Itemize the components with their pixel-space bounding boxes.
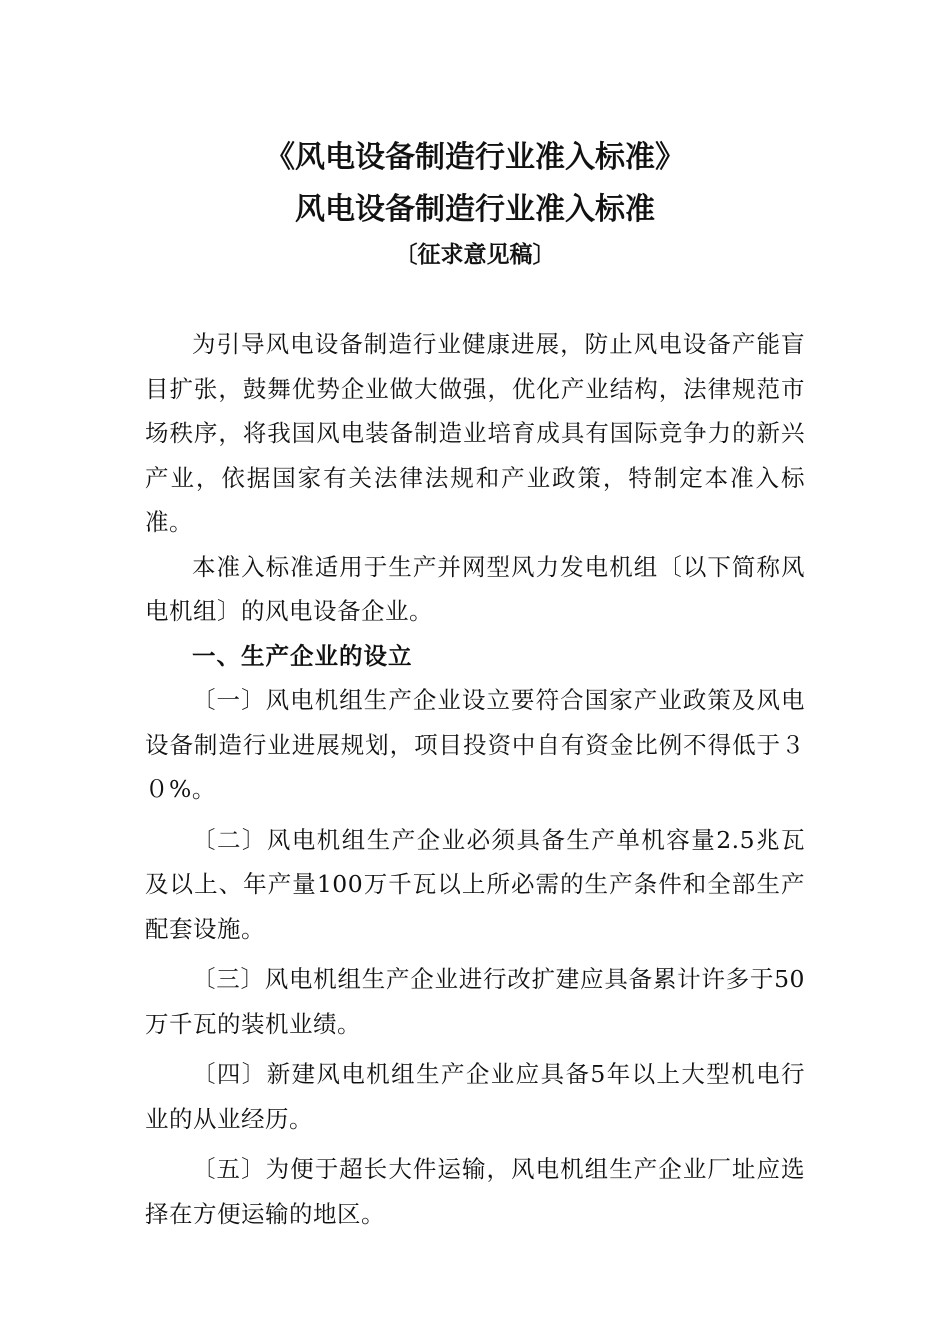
document-title-line2: 风电设备制造行业准入标准 [295,192,655,227]
clause-5: 〔五〕为便于超长大件运输，风电机组生产企业厂址应选择在方便运输的地区。 [145,1155,805,1228]
clause-2: 〔二〕风电机组生产企业必须具备生产单机容量2.5兆瓦及以上、年产量100万千瓦以上所必需的生产条件和全部生产配套设施。 [145,825,805,943]
document-body [145,322,805,1236]
document-subtitle: 〔征求意见稿〕 [394,242,556,268]
document-title-line1: 《风电设备制造行业准入标准》 [265,140,685,175]
paragraph-scope: 本准入标准适用于生产并网型风力发电机组〔以下简称风电机组〕的风电设备企业。 [145,552,805,625]
clause-4: 〔四〕新建风电机组生产企业应具备5年以上大型机电行业的从业经历。 [145,1060,805,1133]
clause-1: 〔一〕风电机组生产企业设立要符合国家产业政策及风电设备制造行业进展规划，项目投资中自有资金比例不得低于３０%。 [145,686,805,803]
paragraph-intro: 为引导风电设备制造行业健康进展，防止风电设备产能盲目扩张，鼓舞优势企业做大做强，优化产业结构，法律规范市场秩序，将我国风电装备制造业培育成具有国际竞争力的新兴产业，依据国家有关法律法规和产业政策，特制定本准入标准。 [145,330,805,536]
section-heading: 一、生产企业的设立 [192,641,413,670]
clause-3: 〔三〕风电机组生产企业进行改扩建应具备累计许多于50万千瓦的装机业绩。 [145,965,805,1038]
